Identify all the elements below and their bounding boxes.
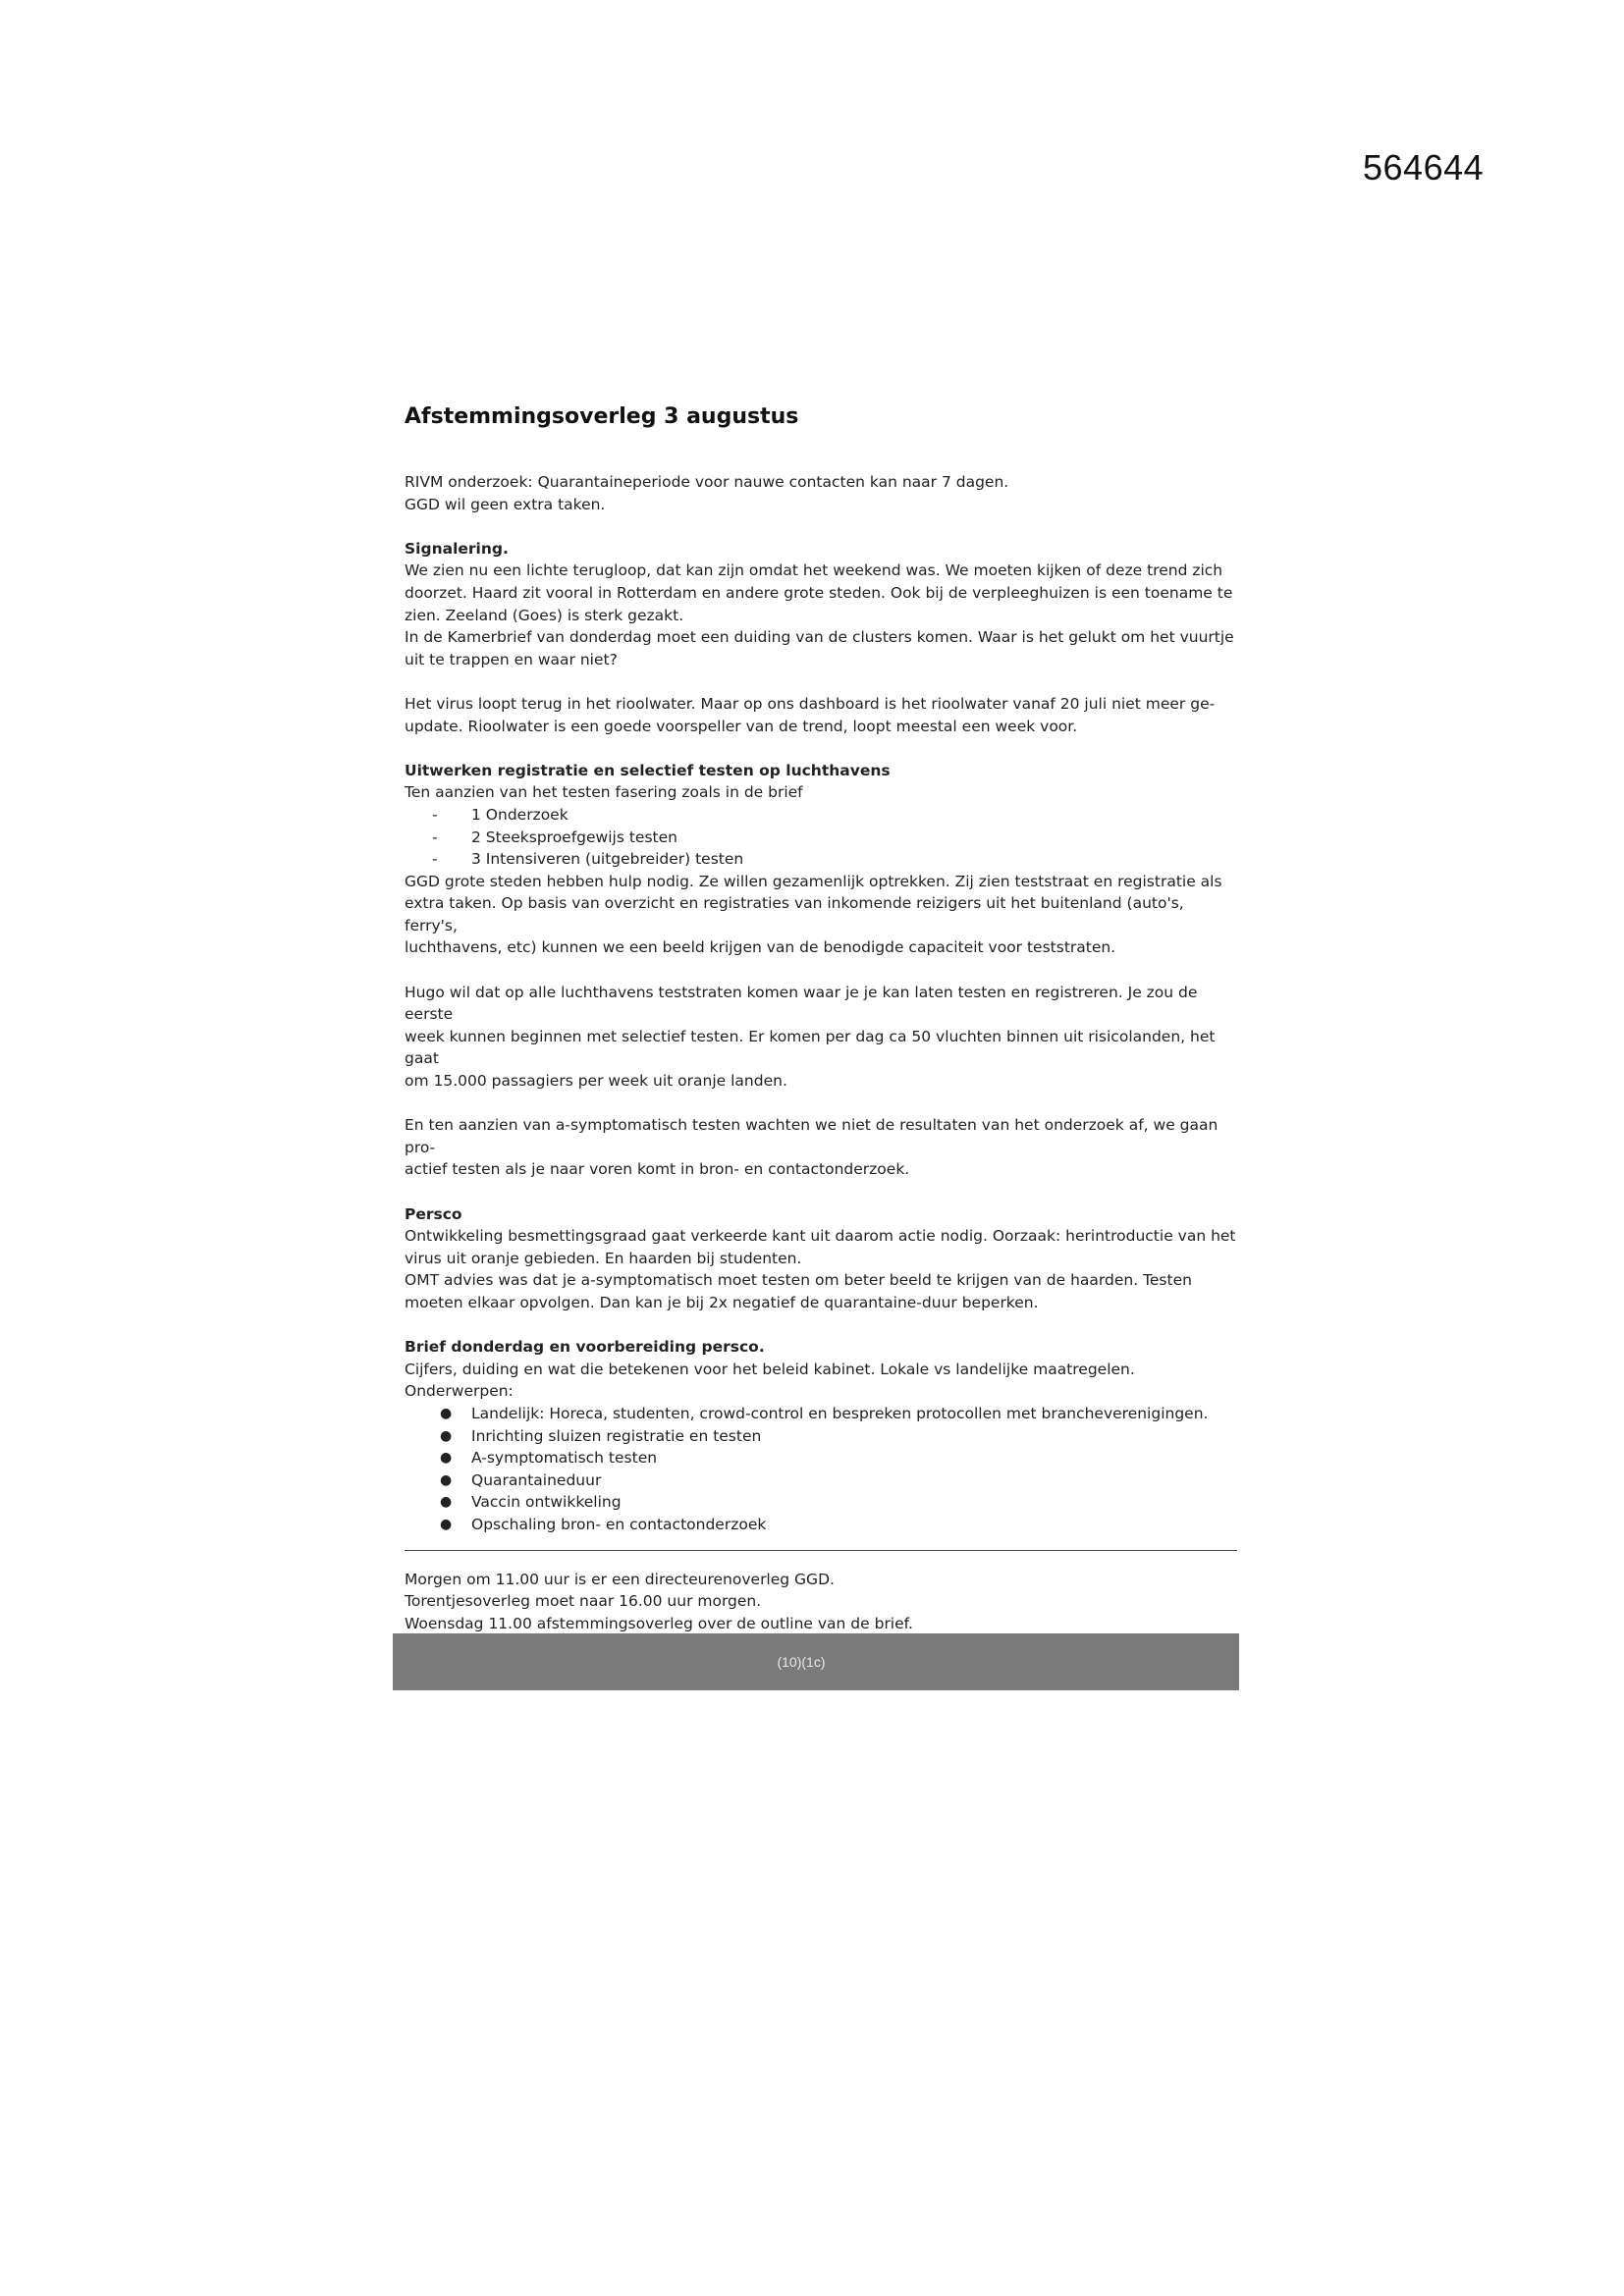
text-line: update. Rioolwater is een goede voorspeller van de trend, loopt meestal een week voor. — [405, 717, 1078, 735]
list-item: ● Inrichting sluizen registratie en testen — [440, 1425, 1237, 1448]
text-line: Ten aanzien van het testen fasering zoals in de brief — [405, 783, 803, 802]
text-line: En ten aanzien van a-symptomatisch testen wachten we niet de resultaten van het onderzoek af, we gaan pro- — [405, 1116, 1218, 1156]
text-line: We zien nu een lichte terugloop, dat kan zijn omdat het weekend was. We moeten kijken of deze trend zich — [405, 561, 1223, 580]
list-item: ● Landelijk: Horeca, studenten, crowd-control en bespreken protocollen met brancheverenigingen. — [440, 1403, 1237, 1425]
text-line: Woensdag 11.00 afstemmingsoverleg over de outline van de brief. — [405, 1614, 913, 1632]
text-line: luchthavens, etc) kunnen we een beeld krijgen van de benodigde capaciteit voor teststraten. — [405, 938, 1116, 957]
text-line: zien. Zeeland (Goes) is sterk gezakt. — [405, 606, 684, 624]
text-line: Het virus loopt terug in het rioolwater. Maar op ons dashboard is het rioolwater vanaf 20 juli niet meer ge- — [405, 694, 1216, 713]
bullet-icon: ● — [440, 1471, 453, 1488]
bullet-icon: ● — [440, 1494, 453, 1511]
text-line: uit te trappen en waar niet? — [405, 650, 618, 668]
bullet-icon: ● — [440, 1450, 453, 1467]
text-line: week kunnen beginnen met selectief testen. Er komen per dag ca 50 vluchten binnen uit risicolanden, het gaat — [405, 1027, 1216, 1068]
persco-section — [405, 1203, 1237, 1314]
text-line: extra taken. Op basis van overzicht en registraties van inkomende reizigers uit het buitenland (auto's, ferry's, — [405, 894, 1184, 934]
redaction-bar — [393, 1633, 1239, 1690]
text-line: Morgen om 11.00 uur is er een directeurenoverleg GGD. — [405, 1570, 835, 1588]
signalering-section — [405, 538, 1237, 737]
divider — [405, 1550, 1237, 1551]
section-heading: Brief donderdag en voorbereiding persco. — [405, 1338, 765, 1357]
text-line: Torentjesoverleg moet naar 16.00 uur morgen. — [405, 1592, 762, 1611]
list-item: ● A-symptomatisch testen — [440, 1447, 1237, 1469]
text-line: In de Kamerbrief van donderdag moet een duiding van de clusters komen. Waar is het gelukt om het vuurtje — [405, 628, 1234, 647]
bullet-icon: ● — [440, 1405, 453, 1421]
text-line: doorzet. Haard zit vooral in Rotterdam en andere grote steden. Ook bij de verpleeghuizen is een toename te — [405, 583, 1233, 602]
document-number: 564644 — [1363, 147, 1485, 187]
text-line: om 15.000 passagiers per week uit oranje landen. — [405, 1072, 787, 1091]
uitwerken-section — [405, 760, 1237, 1181]
text-line: actief testen als je naar voren komt in bron- en contactonderzoek. — [405, 1160, 910, 1179]
list-item: - 3 Intensiveren (uitgebreider) testen — [432, 850, 744, 869]
section-heading: Persco — [405, 1204, 462, 1223]
text-line: virus uit oranje gebieden. En haarden bij studenten. — [405, 1249, 802, 1267]
brief-section — [405, 1336, 1237, 1535]
text-line: Ontwikkeling besmettingsgraad gaat verkeerde kant uit daarom actie nodig. Oorzaak: herintroductie van het — [405, 1227, 1236, 1246]
bullet-list — [405, 1403, 1237, 1536]
text-line: Cijfers, duiding en wat die betekenen voor het beleid kabinet. Lokale vs landelijke maatregelen. — [405, 1360, 1135, 1378]
intro-line: GGD wil geen extra taken. — [405, 495, 606, 513]
intro-line: RIVM onderzoek: Quarantaineperiode voor nauwe contacten kan naar 7 dagen. — [405, 473, 1009, 491]
dash-list — [405, 804, 1237, 871]
list-item: - 1 Onderzoek — [432, 805, 568, 824]
text-line: Onderwerpen: — [405, 1382, 514, 1401]
bullet-icon: ● — [440, 1427, 453, 1444]
bullet-icon: ● — [440, 1516, 453, 1532]
section-heading: Uitwerken registratie en selectief testen op luchthavens — [405, 761, 891, 779]
text-line: Hugo wil dat op alle luchthavens teststraten komen waar je je kan laten testen en registreren. Je zou de eerste — [405, 983, 1198, 1024]
text-line: OMT advies was dat je a-symptomatisch moet testen om beter beeld te krijgen van de haarden. Testen — [405, 1271, 1192, 1290]
list-item: ● Quarantaineduur — [440, 1469, 1237, 1492]
list-item: ● Opschaling bron- en contactonderzoek — [440, 1514, 1237, 1536]
section-heading: Signalering. — [405, 539, 509, 558]
text-line: GGD grote steden hebben hulp nodig. Ze willen gezamenlijk optrekken. Zij zien teststraat en registratie als — [405, 872, 1222, 890]
list-item: - 2 Steeksproefgewijs testen — [432, 828, 677, 846]
page-title: Afstemmingsoverleg 3 augustus — [405, 404, 799, 429]
text-line: moeten elkaar opvolgen. Dan kan je bij 2x negatief de quarantaine-duur beperken. — [405, 1293, 1039, 1311]
intro-section — [405, 471, 1237, 515]
redaction-label: (10)(1c) — [777, 1654, 826, 1670]
document-body — [405, 402, 1237, 1662]
list-item: ● Vaccin ontwikkeling — [440, 1491, 1237, 1514]
